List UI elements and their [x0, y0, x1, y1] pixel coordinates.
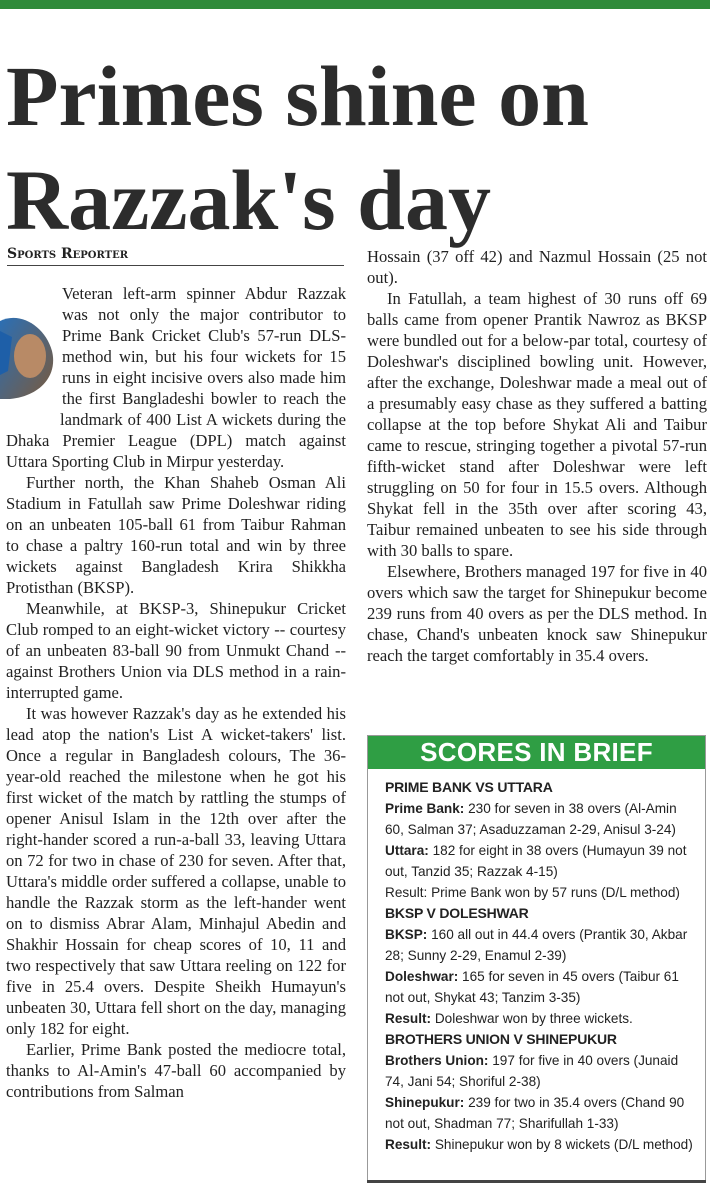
paragraph-7: In Fatullah, a team highest of 30 runs off 69 balls came from opener Prantik Nawroz as BKSP were bundled out for a below-par total, courtesy of Doleshwar's disciplined bowling unit. However, after the exchange, Doleshwar made a meal out of a presumably easy chase as they suffered a batting collapse at the top before Shykat Ali and Taibur came to rescue, stringing together a pivotal 57-run fifth-wicket stand after Doleshwar were left struggling on 50 for four in 15.5 overs. Although Shykat fell in the 35th over after scoring 43, Taibur remained unbeaten to see his side through with 30 balls to spare.: [367, 289, 707, 560]
score-label: Result:: [385, 1011, 432, 1026]
score-text: 182 for eight in 38 overs (Humayun 39 not out, Tanzid 35; Razzak 4-15): [385, 843, 687, 879]
score-line: [385, 798, 695, 840]
bottom-rule: [367, 1180, 706, 1183]
paragraph-3: Meanwhile, at BKSP-3, Shinepukur Cricket Club romped to an eight-wicket victory -- courtesy of an unbeaten 83-ball 90 from Unmukt Chand -- against Brothers Union via DLS method in a rain-interrupted game.: [6, 599, 346, 702]
article-headline: Primes shine on Razzak's day: [6, 48, 589, 248]
byline: Sports Reporter: [7, 246, 344, 266]
scores-in-brief-box: [367, 735, 706, 1183]
scores-title: SCORES IN BRIEF: [368, 736, 705, 769]
paragraph-5: Earlier, Prime Bank posted the mediocre total, thanks to Al-Amin's 47-ball 60 accompanied by contributions from Salman: [6, 1040, 346, 1101]
match-heading: BKSP V DOLESHWAR: [385, 905, 529, 921]
score-line: [385, 1134, 695, 1155]
paragraph-2: Further north, the Khan Shaheb Osman Ali Stadium in Fatullah saw Prime Doleshwar riding on an unbeaten 105-ball 61 from Taibur Rahman to chase a paltry 160-run total and win by three wickets against Bangladesh Krira Shikkha Protisthan (BKSP).: [6, 473, 346, 597]
score-line: [385, 924, 695, 966]
score-text: 230 for seven in 38 overs (Al-Amin 60, Salman 37; Asaduzzaman 2-29, Anisul 3-24): [385, 801, 677, 837]
player-photo: [0, 283, 58, 423]
article-column-left: [6, 283, 346, 1102]
score-label: Shinepukur:: [385, 1095, 465, 1110]
score-text: Result: Prime Bank won by 57 runs (D/L method): [385, 885, 680, 900]
paragraph-4: It was however Razzak's day as he extended his lead atop the nation's List A wicket-takers' list. Once a regular in Bangladesh colours, The 36-year-old reached the milestone when he got his first wicket of the match by rattling the stumps of opener Anisul Islam in the 12th over after the right-hander scored a run-a-ball 33, leaving Uttara on 72 for two in chase of 230 for seven. After that, Uttara's middle order suffered a collapse, unable to handle the Razzak storm as the left-hander went on to dismiss Abrar Alam, Minhajul Abedin and Shakhir Hossain for cheap scores of 10, 11 and two respectively that saw Uttara reeling on 122 for five in 25.4 overs. Despite Sheikh Humayun's unbeaten 30, Uttara fell short on the day, managing only 182 for eight.: [6, 704, 346, 1038]
score-text: 160 all out in 44.4 overs (Prantik 30, Akbar 28; Sunny 2-29, Enamul 2-39): [385, 927, 688, 963]
score-text: Doleshwar won by three wickets.: [431, 1011, 633, 1026]
score-line: [385, 1008, 695, 1029]
score-line: [385, 882, 695, 903]
score-label: Result:: [385, 1137, 432, 1152]
score-line: [385, 840, 695, 882]
section-color-bar: [0, 0, 710, 9]
player-photo-image: [0, 301, 60, 401]
paragraph-6: Hossain (37 off 42) and Nazmul Hossain (25 not out).: [367, 247, 707, 287]
score-line: [385, 1050, 695, 1092]
match-heading: BROTHERS UNION V SHINEPUKUR: [385, 1031, 617, 1047]
score-label: BKSP:: [385, 927, 428, 942]
paragraph-8: Elsewhere, Brothers managed 197 for five in 40 overs which saw the target for Shinepukur become 239 runs from 40 overs as per the DLS method. In chase, Chand's unbeaten knock saw Shinepukur reach the target comfortably in 35.4 overs.: [367, 562, 707, 665]
score-text: 239 for two in 35.4 overs (Chand 90 not out, Shadman 77; Sharifullah 1-33): [385, 1095, 685, 1131]
article-column-right: [367, 246, 707, 666]
scores-body: [368, 769, 705, 1155]
score-line: [385, 1092, 695, 1134]
score-label: Brothers Union:: [385, 1053, 489, 1068]
paragraph-1: Veteran left-arm spinner Abdur Razzak was not only the major contributor to Prime Bank Cricket Club's 57-run DLS-method win, but his four wickets for 15 runs in eight incisive overs also made him the first Bangladeshi bowler to reach the landmark of 400 List A wickets during the Dhaka Premier League (DPL) match against Uttara Sporting Club in Mirpur yesterday.: [6, 284, 346, 471]
match-heading: PRIME BANK VS UTTARA: [385, 779, 553, 795]
score-text: 197 for five in 40 overs (Junaid 74, Jani 54; Shoriful 2-38): [385, 1053, 679, 1089]
score-label: Uttara:: [385, 843, 429, 858]
score-label: Doleshwar:: [385, 969, 459, 984]
score-text: Shinepukur won by 8 wickets (D/L method): [431, 1137, 693, 1152]
score-line: [385, 966, 695, 1008]
score-label: Prime Bank:: [385, 801, 465, 816]
score-text: 165 for seven in 45 overs (Taibur 61 not out, Shykat 43; Tanzim 3-35): [385, 969, 679, 1005]
